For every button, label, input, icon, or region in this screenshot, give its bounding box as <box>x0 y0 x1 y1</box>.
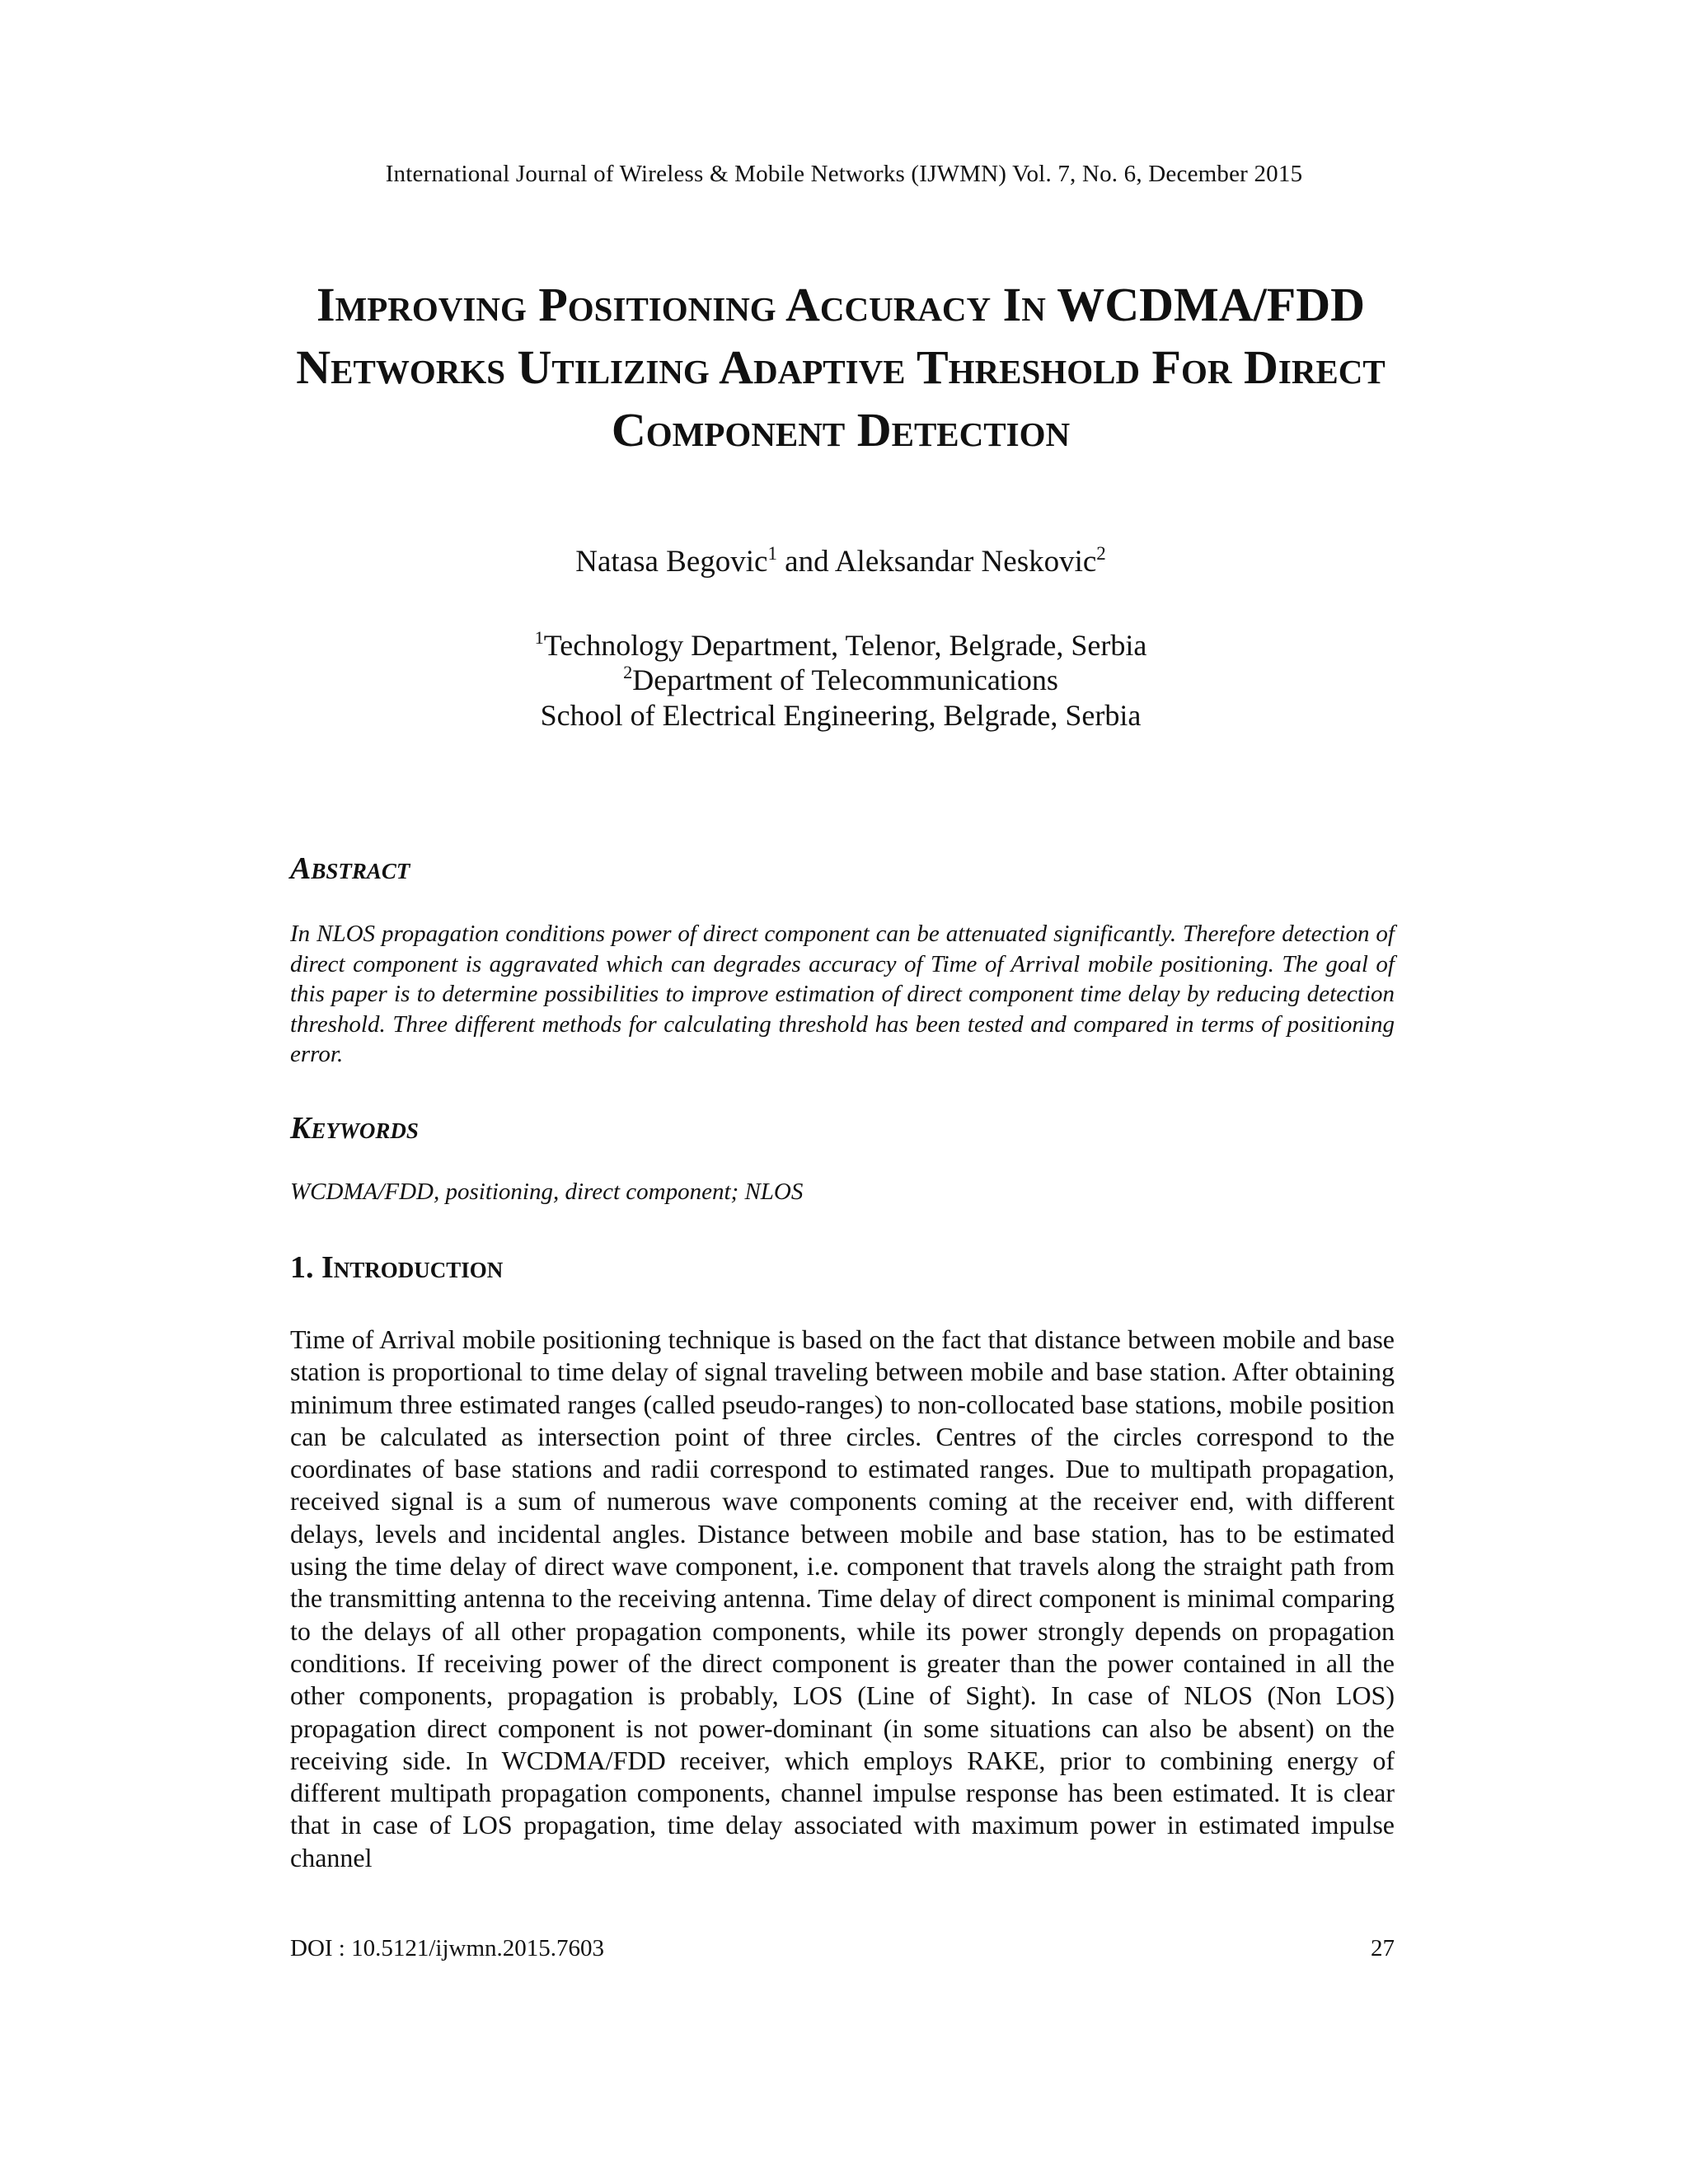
affiliation-3-text: School of Electrical Engineering, Belgrade, Serbia <box>540 699 1142 732</box>
author-2: Aleksandar Neskovic <box>834 545 1097 579</box>
affiliation-1-text: Technology Department, Telenor, Belgrade, Serbia <box>543 629 1147 662</box>
introduction-heading: 1. Introduction <box>290 1250 504 1285</box>
page-number: 27 <box>1371 1935 1395 1961</box>
affiliation-2-marker: 2 <box>623 662 633 683</box>
author-conjunction: and <box>776 545 835 579</box>
affiliation-3 <box>0 698 1681 733</box>
running-header: International Journal of Wireless & Mobile Networks (IJWMN) Vol. 7, No. 6, December 2015 <box>385 161 1303 187</box>
author-2-affil-marker: 2 <box>1096 542 1106 564</box>
author-1-affil-marker: 1 <box>767 542 777 564</box>
affiliation-1-marker: 1 <box>534 627 544 649</box>
affiliation-2-text: Department of Telecommunications <box>632 663 1058 696</box>
introduction-text: Time of Arrival mobile positioning technique is based on the fact that distance between mobile and base station is proportional to time delay of signal traveling between mobile and base station. After obtaining minimum three estimated ranges (called pseudo-ranges) to non-collocated base stations, mobile position can be calculated as intersection point of three circles. Centres of the circles correspond to the coordinates of base stations and radii correspond to estimated ranges. Due to multipath propagation, received signal is a sum of numerous wave components coming at the receiver end, with different delays, levels and incidental angles. Distance between mobile and base station, has to be estimated using the time delay of direct wave component, i.e. component that travels along the straight path from the transmitting antenna to the receiving antenna. Time delay of direct component is minimal comparing to the delays of all other propagation components, while its power strongly depends on propagation conditions. If receiving power of the direct component is greater than the power contained in all the other components, propagation is probably, LOS (Line of Sight). In case of NLOS (Non LOS) propagation direct component is not power-dominant (in some situations can also be absent) on the receiving side. In WCDMA/FDD receiver, which employs RAKE, prior to combining energy of different multipath propagation components, channel impulse response has been estimated. It is clear that in case of LOS propagation, time delay associated with maximum power in estimated impulse channel <box>290 1324 1395 1872</box>
footer-doi: DOI : 10.5121/ijwmn.2015.7603 <box>290 1935 605 1961</box>
affiliation-2 <box>0 663 1681 697</box>
abstract-heading: Abstract <box>290 851 410 886</box>
keywords-heading: Keywords <box>290 1111 419 1146</box>
paper-title: Improving Positioning Accuracy In WCDMA/FDD Networks Utilizing Adaptive Threshold For Direct Component Detection <box>296 278 1386 457</box>
author-1: Natasa Begovic <box>575 545 768 579</box>
keywords-text: WCDMA/FDD, positioning, direct component; NLOS <box>290 1179 804 1205</box>
author-line <box>0 544 1681 579</box>
affiliation-1 <box>0 628 1681 663</box>
abstract-text: In NLOS propagation conditions power of direct component can be attenuated significantly. Therefore detection of direct component is aggravated which can degrades accuracy of Time of Arrival mobile positioning. The goal of this paper is to determine possibilities to improve estimation of direct component time delay by reducing detection threshold. Three different methods for calculating threshold has been tested and compared in terms of positioning error. <box>290 921 1395 1067</box>
